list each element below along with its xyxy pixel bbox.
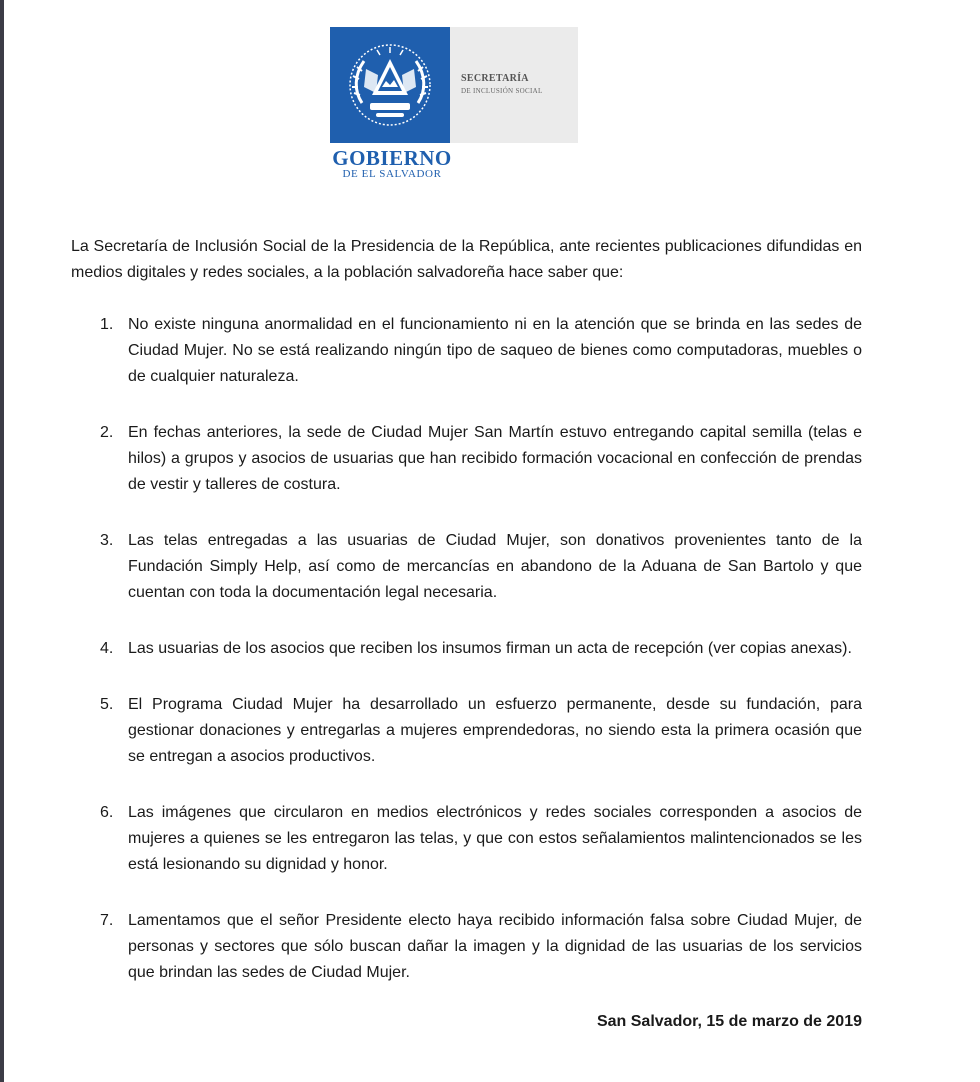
list-item xyxy=(71,420,862,498)
list-item-text: El Programa Ciudad Mujer ha desarrollado un esfuerzo permanente, desde su fundación, para gestionar donaciones y entregarlas a mujeres emprendedoras, no siendo esta la primera ocasión que se entregan a asocios productivos. xyxy=(128,696,862,765)
list-item-text: En fechas anteriores, la sede de Ciudad Mujer San Martín estuvo entregando capital semilla (telas e hilos) a grupos y asocios de usuarias que han recibido formación vocacional en confección de prendas de vestir y talleres de costura. xyxy=(128,424,862,493)
left-edge-border xyxy=(0,0,4,1082)
list-item-text: Lamentamos que el señor Presidente electo haya recibido información falsa sobre Ciudad Mujer, de personas y sectores que sólo buscan dañar la imagen y la dignidad de las usuarias de los servicios que brindan las sedes de Ciudad Mujer. xyxy=(128,912,862,981)
secretaria-subtitle: DE INCLUSIÓN SOCIAL xyxy=(461,87,543,95)
list-item-text: Las usuarias de los asocios que reciben los insumos firman un acta de recepción (ver copias anexas). xyxy=(128,640,852,657)
list-item-text: Las telas entregadas a las usuarias de Ciudad Mujer, son donativos provenientes tanto de la Fundación Simply Help, así como de mercancías en abandono de la Aduana de San Bartolo y que cuentan con toda la documentación legal necesaria. xyxy=(128,532,862,601)
statement-body xyxy=(71,234,862,1016)
list-item-text: No existe ninguna anormalidad en el funcionamiento ni en la atención que se brinda en las sedes de Ciudad Mujer. No se está realizando ningún tipo de saqueo de bienes como computadoras, muebles o de cualquier naturaleza. xyxy=(128,316,862,385)
list-item xyxy=(71,800,862,878)
intro-paragraph: La Secretaría de Inclusión Social de la Presidencia de la República, ante recientes publicaciones difundidas en medios digitales y redes sociales, a la población salvadoreña hace saber que: xyxy=(71,238,862,281)
date-signature: San Salvador, 15 de marzo de 2019 xyxy=(596,1013,862,1030)
coat-of-arms-icon xyxy=(346,41,434,129)
list-item-number: 2. xyxy=(100,424,114,441)
gobierno-subtitle: DE EL SALVADOR xyxy=(342,168,442,180)
list-item-number: 3. xyxy=(100,532,114,549)
list-item-number: 6. xyxy=(100,804,114,821)
list-item-number: 4. xyxy=(100,640,114,657)
secretaria-title: SECRETARÍA xyxy=(461,73,529,84)
list-item xyxy=(71,312,862,390)
statement-list xyxy=(71,312,862,986)
list-item-number: 7. xyxy=(100,912,114,929)
list-item xyxy=(71,636,862,662)
list-item xyxy=(71,908,862,986)
list-item xyxy=(71,528,862,606)
logo-grey-panel xyxy=(450,27,578,143)
gobierno-title: GOBIERNO xyxy=(332,146,452,170)
list-item-text: Las imágenes que circularon en medios electrónicos y redes sociales corresponden a asocios de mujeres a quienes se les entregaron las telas, y que con estos señalamientos malintencionados se les está lesionando su dignidad y honor. xyxy=(128,804,862,873)
government-logo xyxy=(330,27,578,182)
logo-blue-panel xyxy=(330,27,450,143)
list-item-number: 1. xyxy=(100,316,114,333)
list-item-number: 5. xyxy=(100,696,114,713)
list-item xyxy=(71,692,862,770)
